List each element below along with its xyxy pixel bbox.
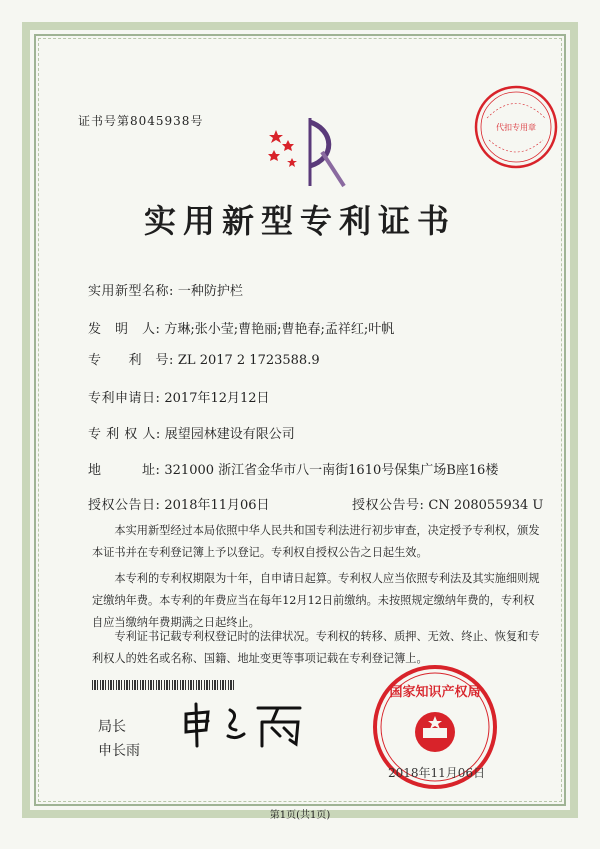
paragraph-line: 本证书并在专利登记簿上予以登记。专利权自授权公告之日起生效。 — [92, 546, 428, 559]
paragraph-term — [92, 568, 540, 634]
paragraph-line: 利权人的姓名或名称、国籍、地址变更等事项记载在专利登记簿上。 — [92, 652, 428, 665]
paragraph-line: 本专利的专利权期限为十年，自申请日起算。专利权人应当依照专利法及其实施细则规 — [92, 572, 540, 585]
field-value: 2017年12月12日 — [164, 391, 270, 406]
field-label: 专 利 权 人: — [88, 427, 161, 442]
field-utility-model-name — [88, 280, 243, 299]
paragraph-line: 自应当缴纳年费期满之日起终止。 — [92, 616, 260, 629]
page-title: 实用新型专利证书 — [143, 202, 456, 240]
field-address — [88, 459, 498, 478]
agency-stamp-icon — [473, 84, 559, 170]
field-label: 地 址: — [88, 463, 161, 478]
field-value: 2018年11月06日 — [164, 498, 270, 513]
signatory-name: 申长雨 — [98, 743, 140, 759]
field-label: 实用新型名称: — [88, 284, 174, 299]
field-patentee — [88, 423, 295, 442]
field-value: 方琳;张小莹;曹艳丽;曹艳春;孟祥红;叶帆 — [164, 322, 395, 337]
field-label: 专利申请日: — [88, 391, 161, 406]
field-label: 专 利 号: — [88, 353, 174, 368]
field-value: 321000 浙江省金华市八一南街1610号保集广场B座16楼 — [164, 463, 499, 478]
seal-date: 2018年11月06日 — [388, 766, 486, 780]
signatory-title: 局长 — [98, 719, 126, 735]
field-value: 展望园林建设有限公司 — [164, 427, 295, 442]
paragraph-line: 专利证书记载专利权登记时的法律状况。专利权的转移、质押、无效、终止、恢复和专 — [92, 630, 540, 643]
paragraph-line: 本实用新型经过本局依照中华人民共和国专利法进行初步审查，决定授予专利权，颁发 — [92, 524, 540, 537]
field-label: 授权公告号: — [352, 498, 425, 513]
patent-office-emblem-icon — [262, 112, 352, 192]
barcode — [92, 680, 234, 690]
field-label: 发 明 人: — [88, 322, 161, 337]
field-value: 一种防护栏 — [177, 284, 243, 299]
handwritten-signature-icon — [180, 700, 310, 750]
page-footer: 第1页(共1页) — [269, 810, 331, 821]
field-value: CN 208055934 U — [428, 498, 544, 513]
field-label: 授权公告日: — [88, 498, 161, 513]
field-value: ZL 2017 2 1723588.9 — [177, 353, 320, 368]
paragraph-grant-decision — [92, 520, 540, 564]
field-inventor — [88, 318, 394, 337]
certificate-number: 证书号第8045938号 — [78, 114, 204, 128]
seal-text: 国家知识产权局 — [389, 685, 481, 700]
field-filing-date — [88, 387, 270, 406]
field-grant-date — [88, 494, 270, 513]
field-grant-number — [352, 494, 543, 513]
stamp-text: 代扣专用章 — [496, 123, 536, 132]
paragraph-line: 定缴纳年费。本专利的年费应当在每年12月12日前缴纳。未按照规定缴纳年费的，专利权 — [92, 594, 535, 607]
field-patent-number — [88, 349, 320, 368]
